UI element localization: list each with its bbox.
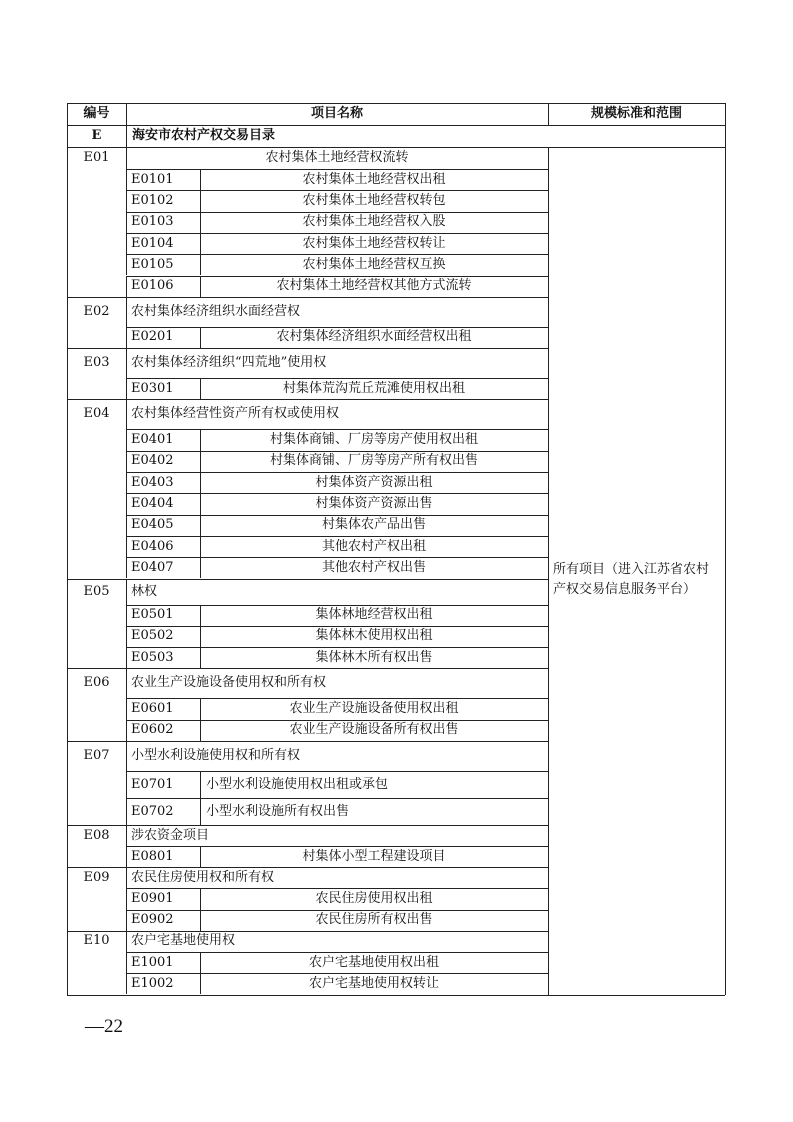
item-name: 农业生产设施设备使用权出租	[289, 701, 459, 717]
table-rule	[200, 327, 201, 348]
group-name: 农户宅基地使用权	[131, 933, 236, 949]
table-rule	[200, 254, 201, 275]
table-rule	[67, 931, 548, 932]
table-rule	[126, 348, 127, 378]
group-code: E03	[83, 355, 110, 371]
table-rule	[200, 233, 201, 254]
group-name: 农民住房使用权和所有权	[131, 869, 275, 885]
table-rule	[126, 429, 127, 450]
table-rule	[126, 327, 127, 348]
item-name: 集体林木所有权出售	[315, 649, 433, 665]
item-code: E0105	[131, 256, 174, 272]
table-rule	[126, 147, 127, 169]
item-code: E0902	[131, 912, 174, 928]
table-rule	[126, 536, 548, 537]
table-rule	[126, 254, 127, 275]
table-rule	[126, 378, 548, 379]
item-name: 农村集体土地经营权转包	[302, 192, 446, 208]
table-rule	[126, 626, 548, 627]
table-rule	[200, 212, 201, 233]
group-code: E06	[83, 675, 110, 691]
group-name: 农村集体经济组织“四荒地”使用权	[131, 355, 327, 371]
table-rule	[126, 254, 548, 255]
table-rule	[126, 825, 127, 846]
table-rule	[200, 888, 201, 909]
table-rule	[126, 190, 548, 191]
item-code: E0102	[131, 192, 174, 208]
section-code: E	[91, 128, 102, 143]
table-rule	[67, 348, 548, 349]
item-code: E0602	[131, 722, 174, 738]
table-rule	[126, 233, 127, 254]
item-name: 村集体商铺、厂房等房产使用权出租	[269, 432, 478, 448]
table-rule	[200, 451, 201, 472]
item-name: 小型水利设施使用权出租或承包	[206, 776, 389, 792]
group-code: E04	[83, 406, 110, 422]
table-rule	[200, 515, 201, 536]
item-code: E0503	[131, 649, 174, 665]
table-rule	[67, 297, 548, 298]
table-rule	[200, 626, 201, 647]
column-header-scale: 规模标准和范围	[590, 106, 682, 121]
table-rule	[126, 451, 548, 452]
table-rule	[200, 605, 201, 626]
group-name: 农业生产设施设备使用权和所有权	[131, 675, 327, 691]
table-rule	[126, 536, 127, 557]
table-rule	[126, 233, 548, 234]
table-rule	[126, 557, 127, 578]
table-rule	[126, 647, 548, 648]
table-rule	[126, 190, 127, 211]
group-name: 涉农资金项目	[131, 827, 210, 843]
table-rule	[200, 798, 201, 825]
table-rule	[126, 378, 127, 399]
table-rule	[548, 147, 549, 995]
table-rule	[200, 720, 201, 741]
table-rule	[200, 276, 201, 297]
table-rule	[126, 798, 548, 799]
group-name: 农村集体经济组织水面经营权	[131, 303, 301, 319]
group-name: 林权	[131, 583, 158, 599]
table-rule	[126, 888, 548, 889]
item-name: 其他农村产权出售	[321, 559, 426, 575]
table-rule	[126, 626, 127, 647]
item-name: 农户宅基地使用权转让	[308, 975, 439, 991]
table-rule	[126, 867, 127, 888]
item-code: E0502	[131, 628, 174, 644]
table-rule	[67, 399, 548, 400]
table-rule	[200, 771, 201, 798]
group-code: E01	[83, 150, 110, 165]
table-rule	[126, 125, 127, 147]
item-name: 集体林地经营权出租	[315, 607, 433, 623]
item-name: 农村集体经济组织水面经营权出租	[276, 329, 472, 345]
table-rule	[126, 605, 127, 626]
table-rule	[200, 536, 201, 557]
table-rule	[126, 515, 127, 536]
item-name: 其他农村产权出租	[321, 538, 426, 554]
column-header-name: 项目名称	[310, 106, 363, 121]
table-rule	[200, 378, 201, 399]
table-rule	[126, 557, 548, 558]
group-code: E09	[83, 869, 110, 885]
table-rule	[67, 867, 548, 868]
table-rule	[126, 451, 127, 472]
table-rule	[126, 472, 127, 493]
item-name: 农村集体土地经营权互换	[302, 256, 446, 272]
table-rule	[126, 741, 127, 771]
item-name: 小型水利设施所有权出售	[206, 803, 350, 819]
item-name: 村集体资产资源出售	[315, 495, 433, 511]
group-name: 农村集体土地经营权流转	[265, 150, 409, 165]
table-rule	[126, 846, 127, 867]
group-code: E08	[83, 827, 110, 843]
table-rule	[126, 698, 127, 719]
item-name: 村集体小型工程建设项目	[302, 848, 446, 864]
table-rule	[725, 103, 726, 995]
table-rule	[126, 888, 127, 909]
table-rule	[200, 169, 201, 190]
item-name: 农民住房所有权出售	[315, 912, 433, 928]
page-number: —22	[85, 1016, 123, 1037]
item-code: E0702	[131, 803, 174, 819]
table-rule	[126, 276, 548, 277]
group-code: E02	[83, 303, 110, 319]
table-rule	[200, 910, 201, 931]
table-rule	[200, 846, 201, 867]
item-code: E0501	[131, 607, 174, 623]
table-rule	[126, 952, 127, 973]
item-name: 村集体资产资源出租	[315, 474, 433, 490]
table-rule	[126, 579, 127, 605]
table-rule	[126, 910, 127, 931]
table-rule	[126, 297, 127, 327]
item-code: E0701	[131, 776, 174, 792]
table-rule	[126, 647, 127, 668]
table-rule	[67, 741, 548, 742]
table-rule	[126, 931, 127, 952]
item-name: 农业生产设施设备所有权出售	[289, 722, 459, 738]
table-rule	[126, 910, 548, 911]
item-code: E0401	[131, 432, 174, 448]
item-code: E0301	[131, 380, 174, 396]
table-rule	[67, 103, 725, 104]
item-code: E0801	[131, 848, 174, 864]
group-code: E10	[83, 933, 110, 949]
table-rule	[126, 212, 548, 213]
table-rule	[67, 995, 725, 996]
item-code: E1002	[131, 975, 174, 991]
table-rule	[200, 973, 201, 994]
table-rule	[200, 493, 201, 514]
table-rule	[126, 472, 548, 473]
table-rule	[126, 515, 548, 516]
table-rule	[200, 429, 201, 450]
table-rule	[126, 103, 127, 125]
section-title: 海安市农村产权交易目录	[132, 128, 276, 143]
item-code: E0406	[131, 538, 174, 554]
table-rule	[126, 276, 127, 297]
table-rule	[67, 579, 548, 580]
table-rule	[126, 399, 127, 429]
item-code: E0403	[131, 474, 174, 490]
table-rule	[126, 798, 127, 825]
table-rule	[126, 429, 548, 430]
table-rule	[126, 698, 548, 699]
table-rule	[67, 147, 725, 148]
item-code: E1001	[131, 954, 174, 970]
item-code: E0101	[131, 171, 174, 187]
table-rule	[67, 825, 548, 826]
table-rule	[200, 190, 201, 211]
table-rule	[126, 169, 127, 190]
table-rule	[126, 771, 127, 798]
table-rule	[126, 212, 127, 233]
table-rule	[126, 169, 548, 170]
item-code: E0407	[131, 559, 174, 575]
item-code: E0404	[131, 495, 174, 511]
item-name: 村集体荒沟荒丘荒滩使用权出租	[282, 380, 465, 396]
table-rule	[126, 952, 548, 953]
table-rule	[200, 647, 201, 668]
item-name: 集体林木使用权出租	[315, 628, 433, 644]
item-code: E0106	[131, 278, 174, 294]
scope-cell-text: 所有项目（进入江苏省农村产权交易信息服务平台）	[553, 562, 710, 597]
table-rule	[200, 472, 201, 493]
item-name: 农村集体土地经营权入股	[302, 214, 446, 230]
table-rule	[126, 493, 127, 514]
group-name: 农村集体经营性资产所有权或使用权	[131, 406, 340, 422]
table-rule	[126, 668, 127, 698]
table-rule	[126, 493, 548, 494]
table-rule	[126, 720, 548, 721]
table-rule	[126, 973, 548, 974]
table-rule	[126, 846, 548, 847]
table-rule	[200, 557, 201, 578]
table-rule	[67, 103, 68, 995]
item-name: 农民住房使用权出租	[315, 890, 433, 906]
table-rule	[126, 605, 548, 606]
group-name: 小型水利设施使用权和所有权	[131, 748, 301, 763]
table-rule	[126, 973, 127, 994]
item-code: E0901	[131, 890, 174, 906]
item-name: 村集体商铺、厂房等房产所有权出售	[269, 453, 478, 469]
item-name: 农户宅基地使用权出租	[308, 954, 439, 970]
item-code: E0104	[131, 235, 174, 251]
item-name: 农村集体土地经营权出租	[302, 171, 446, 187]
group-code: E07	[83, 748, 110, 763]
table-rule	[126, 327, 548, 328]
group-code: E05	[83, 583, 110, 599]
table-rule	[67, 668, 548, 669]
table-rule	[548, 103, 549, 125]
item-code: E0201	[131, 329, 174, 345]
table-rule	[126, 720, 127, 741]
item-code: E0402	[131, 453, 174, 469]
table-rule	[200, 952, 201, 973]
column-header-code: 编号	[83, 106, 110, 121]
item-name: 村集体农产品出售	[321, 517, 426, 533]
table-rule	[126, 771, 548, 772]
item-code: E0103	[131, 214, 174, 230]
table-rule	[200, 698, 201, 719]
item-code: E0405	[131, 517, 174, 533]
item-code: E0601	[131, 701, 174, 717]
item-name: 农村集体土地经营权转让	[302, 235, 446, 251]
table-rule	[67, 125, 725, 126]
item-name: 农村集体土地经营权其他方式流转	[276, 278, 472, 294]
